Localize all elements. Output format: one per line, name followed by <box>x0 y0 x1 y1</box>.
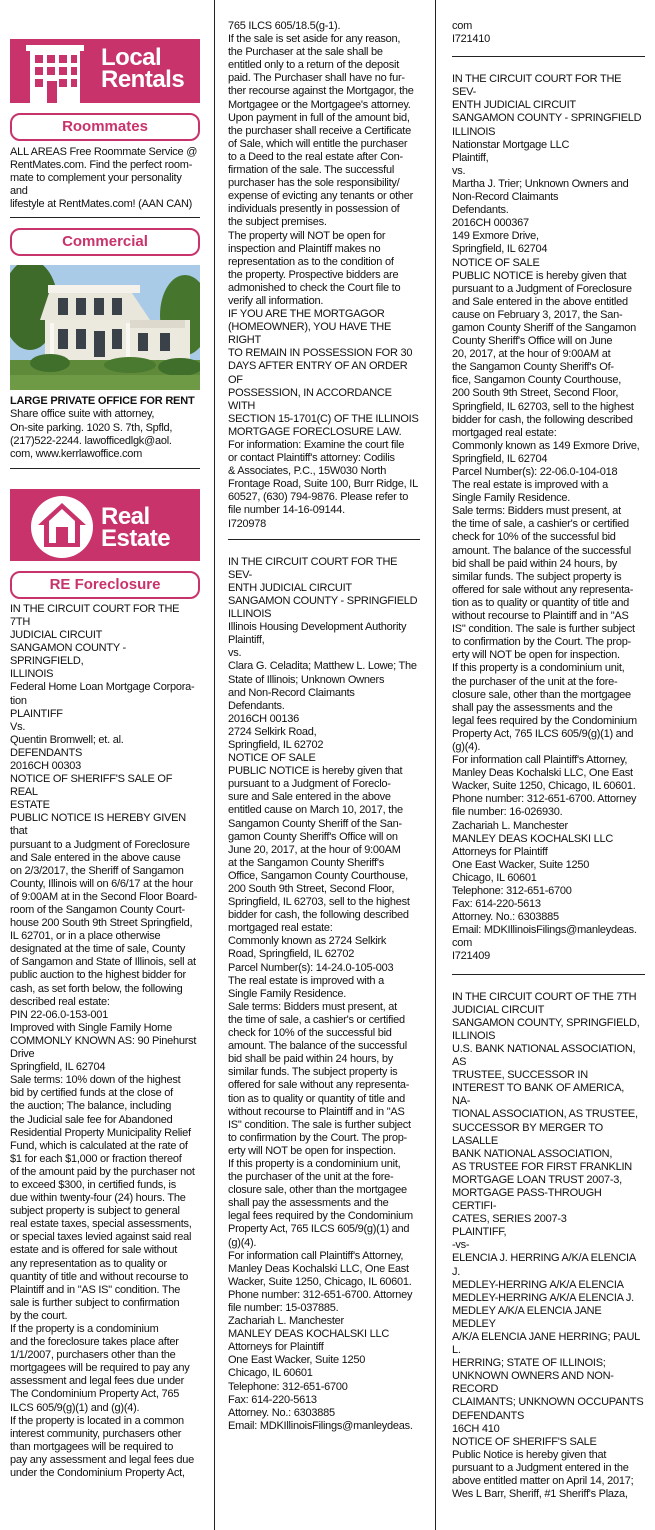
legal-notice-celadita: IN THE CIRCUIT COURT FOR THE SEV- ENTH JUDICIAL CIRCUIT SANGAMON COUNTY - SPRINGFIELD ILLINOIS Illinois Housing Development Authority Plaintiff, vs. Clara G. Celadita; Matthew L. Lowe; The State of Illinois; Unknown Owners and Non-Record Claimants Defendants. 2016CH 00136 2724 Selkirk Road, Springfield, IL 62702 NOTICE OF SALE PUBLIC NOTICE is hereby given that pursuant to a Judgment of Foreclo- sure and Sale entered in the above entitled cause on March 10, 2017, the Sangamon County Sheriff of the San- gamon County Sheriff's Office will on June 20, 2017, at the hour of 9:00AM at the Sangamon County Sheriff's Office, Sangamon County Courthouse, 200 South 9th Street, Second Floor, Springfield, IL 62703, sell to the highest bidder for cash, the following described mortgaged real estate: Commonly known as 2724 Selkirk Road, Springfield, IL 62702 Parcel Number(s): 14-24.0-105-003 The real estate is improved with a Single Family Residence. Sale terms: Bidders must present, at the time of sale, a cashier's or certified check for 10% of the successful bid amount. The balance of the successful bid shall be paid within 24 hours, by similar funds. The subject property is offered for sale without any representa- tion as to quality or quantity of title and without recourse to Plaintiff and in "AS IS" condition. The sale is further subject to confirmation by the Court. The prop- erty will NOT be open for inspection. If this property is a condominium unit, the purchaser of the unit at the fore- closure sale, other than the mortgagee shall pay the assessments and the legal fees required by the Condominium Property Act, 765 ILCS 605/9(g)(1) and (g)(4). For information call Plaintiff's Attorney, Manley Deas Kochalski LLC, One East Wacker, Suite 1250, Chicago, IL 60601. Phone number: 312-651-6700. Attorney file number: 15-037885. Zachariah L. Manchester MANLEY DEAS KOCHALSKI LLC Attorneys for Plaintiff One East Wacker, Suite 1250 Chicago, IL 60601 Telephone: 312-651-6700 Fax: 614-220-5613 Attorney. No.: 6303885 Email: MDKIllinoisFilings@manleydeas. <box>228 555 418 1432</box>
apartment-building-icon <box>20 41 98 103</box>
office-ad-heading: LARGE PRIVATE OFFICE FOR RENT <box>10 395 195 408</box>
column-3 <box>452 0 645 1530</box>
re-foreclosure-header: RE Foreclosure <box>10 571 200 599</box>
column-2 <box>228 0 420 1530</box>
commercial-header: Commercial <box>10 228 200 256</box>
section-divider <box>10 217 200 218</box>
house-icon <box>20 491 98 561</box>
office-building-illustration <box>10 265 200 390</box>
column-1 <box>10 0 200 1530</box>
real-estate-title-line1: Real <box>101 502 150 530</box>
notice-divider <box>452 56 645 57</box>
legal-notice-herring: IN THE CIRCUIT COURT OF THE 7TH JUDICIAL CIRCUIT SANGAMON COUNTY, SPRINGFIELD, ILLINOIS U.S. BANK NATIONAL ASSOCIATION, AS TRUSTEE, SUCCESSOR IN INTEREST TO BANK OF AMERICA, NA- TIONAL ASSOCIATION, AS TRUSTEE, SUCCESSOR BY MERGER TO LASALLE BANK NATIONAL ASSOCIATION, AS TRUSTEE FOR FIRST FRANKLIN MORTGAGE LOAN TRUST 2007-3, MORTGAGE PASS-THROUGH CERTIFI- CATES, SERIES 2007-3 PLAINTIFF, -vs- ELENCIA J. HERRING A/K/A ELENCIA J. MEDLEY-HERRING A/K/A ELENCIA MEDLEY-HERRING A/K/A ELENCIA J. MEDLEY A/K/A ELENCIA JANE MEDLEY A/K/A ELENCIA JANE HERRING; PAUL L. HERRING; STATE OF ILLINOIS; UNKNOWN OWNERS AND NON-RECORD CLAIMANTS; UNKNOWN OCCUPANTS DEFENDANTS 16CH 410 NOTICE OF SHERIFF'S SALE Public Notice is hereby given that pursuant to a Judgment entered in the above entitled matter on April 14, 2017; Wes L Barr, Sheriff, #1 Sheriff's Plaza, <box>452 990 644 1501</box>
roommates-header: Roommates <box>10 113 200 141</box>
local-rentals-banner <box>10 39 200 103</box>
column-divider-right <box>435 0 436 1530</box>
legal-notice-bromwell-continued: 765 ILCS 605/18.5(g-1). If the sale is set aside for any reason, the Purchaser at the sale shall be entitled only to a return of the deposit paid. The Purchaser shall have no fur- ther recourse against the Mortgagor, the Mortgagee or the Mortgagee's attorney. Upon payment in full of the amount bid, the purchaser shall receive a Certificate of Sale, which will entitle the purchaser to a Deed to the real estate after Con- firmation of the sale. The successful purchaser has the sole responsibility/ expense of evicting any tenants or other individuals presently in possession of the subject premises. The property will NOT be open for inspection and Plaintiff makes no representation as to the condition of the property. Prospective bidders are admonished to check the Court file to verify all information. IF YOU ARE THE MORTGAGOR (HOMEOWNER), YOU HAVE THE RIGHT TO REMAIN IN POSSESSION FOR 30 DAYS AFTER ENTRY OF AN ORDER OF POSSESSION, IN ACCORDANCE WITH SECTION 15-1701(C) OF THE ILLINOIS MORTGAGE FORECLOSURE LAW. For information: Examine the court file or contact Plaintiff's attorney: Codilis & Associates, P.C., 15W030 North Frontage Road, Suite 100, Burr Ridge, IL 60527, (630) 794-9876. Please refer to file number 14-16-09144. I720978 <box>228 20 419 530</box>
office-ad-text: Share office suite with attorney, On-site parking. 1020 S. 7th, Spfld, (217)522-2244. lawofficedlgk@aol. com, www.kerrlawoffice.com <box>10 408 173 460</box>
local-rentals-title-line1: Local <box>101 44 162 71</box>
real-estate-title <box>101 502 171 552</box>
legal-notice-bromwell: IN THE CIRCUIT COURT FOR THE 7TH JUDICIAL CIRCUIT SANGAMON COUNTY - SPRINGFIELD, ILLINOIS Federal Home Loan Mortgage Corpora- tion PLAINTIFF Vs. Quentin Bromwell; et. al. DEFENDANTS 2016CH 00303 NOTICE OF SHERIFF'S SALE OF REAL ESTATE PUBLIC NOTICE IS HEREBY GIVEN that pursuant to a Judgment of Foreclosure and Sale entered in the above cause on 2/3/2017, the Sheriff of Sangamon County, Illinois will on 6/6/17 at the hour of 9:00AM at in the Second Floor Board- room of the Sangamon County Court- house 200 South 9th Street Springfield, IL 62701, or in a place otherwise designated at the time of sale, County of Sangamon and State of Illinois, sell at public auction to the highest bidder for cash, as set forth below, the following described real estate: PIN 22-06.0-153-001 Improved with Single Family Home COMMONLY KNOWN AS: 90 Pinehurst Drive Springfield, IL 62704 Sale terms: 10% down of the highest bid by certified funds at the close of the auction; The balance, including the Judicial sale fee for Abandoned Residential Property Municipality Relief Fund, which is calculated at the rate of $1 for each $1,000 or fraction thereof of the amount paid by the purchaser not to exceed $300, in certified funds, is due within twenty-four (24) hours. The subject property is subject to general real estate taxes, special assessments, or special taxes levied against said real estate and is offered for sale without any representation as to quality or quantity of title and without recourse to Plaintiff and in "AS IS" condition. The sale is further subject to confirmation by the court. If the property is a condominium and the foreclosure takes place after 1/1/2007, purchasers other than the mortgagees will be required to pay any assessment and legal fees due under The Condominium Property Act, 765 ILCS 605/9(g)(1) and (g)(4). If the property is located in a common interest community, purchasers other than mortgagees will be required to pay any assessment and legal fees due under the Condominium Property Act, <box>10 602 198 1480</box>
legal-notice-celadita-continued: com I721410 <box>452 20 491 46</box>
notice-divider <box>452 974 645 975</box>
local-rentals-title-line2: Rentals <box>101 66 185 93</box>
real-estate-title-line2: Estate <box>101 524 171 552</box>
real-estate-banner <box>10 489 200 561</box>
column-divider-left <box>214 0 215 1530</box>
local-rentals-title <box>101 44 185 93</box>
roommates-text: ALL AREAS Free Roommate Service @ RentMates.com. Find the perfect room- mate to complement your personality and lifestyle at RentMates.com! (AAN CAN) <box>10 146 198 211</box>
notice-divider <box>228 539 420 540</box>
legal-notice-trier: IN THE CIRCUIT COURT FOR THE SEV- ENTH JUDICIAL CIRCUIT SANGAMON COUNTY - SPRINGFIELD ILLINOIS Nationstar Mortgage LLC Plaintiff, vs. Martha J. Trier; Unknown Owners and Non-Record Claimants Defendants. 2016CH 000367 149 Exmore Drive, Springfield, IL 62704 NOTICE OF SALE PUBLIC NOTICE is hereby given that pursuant to a Judgment of Foreclosure and Sale entered in the above entitled cause on February 3, 2017, the San- gamon County Sheriff of the Sangamon County Sheriff's Office will on June 20, 2017, at the hour of 9:00AM at the Sangamon County Sheriff's Of- fice, Sangamon County Courthouse, 200 South 9th Street, Second Floor, Springfield, IL 62703, sell to the highest bidder for cash, the following described mortgaged real estate: Commonly known as 149 Exmore Drive, Springfield, IL 62704 Parcel Number(s): 22-06.0-104-018 The real estate is improved with a Single Family Residence. Sale terms: Bidders must present, at the time of sale, a cashier's or certified check for 10% of the successful bid amount. The balance of the successful bid shall be paid within 24 hours, by similar funds. The subject property is offered for sale without any representa- tion as to quality or quantity of title and without recourse to Plaintiff and in "AS IS" condition. The sale is further subject to confirmation by the Court. The prop- erty will NOT be open for inspection. If this property is a condominium unit, the purchaser of the unit at the fore- closure sale, other than the mortgagee shall pay the assessments and the legal fees required by the Condominium Property Act, 765 ILCS 605/9(g)(1) and (g)(4). For information call Plaintiff's Attorney, Manley Deas Kochalski LLC, One East Wacker, Suite 1250, Chicago, IL 60601. Phone number: 312-651-6700. Attorney file number: 16-026930. Zachariah L. Manchester MANLEY DEAS KOCHALSKI LLC Attorneys for Plaintiff One East Wacker, Suite 1250 Chicago, IL 60601 Telephone: 312-651-6700 Fax: 614-220-5613 Attorney. No.: 6303885 Email: MDKIllinoisFilings@manleydeas. com I721409 <box>452 73 642 963</box>
section-divider <box>10 468 200 469</box>
office-building-photo <box>10 265 200 390</box>
